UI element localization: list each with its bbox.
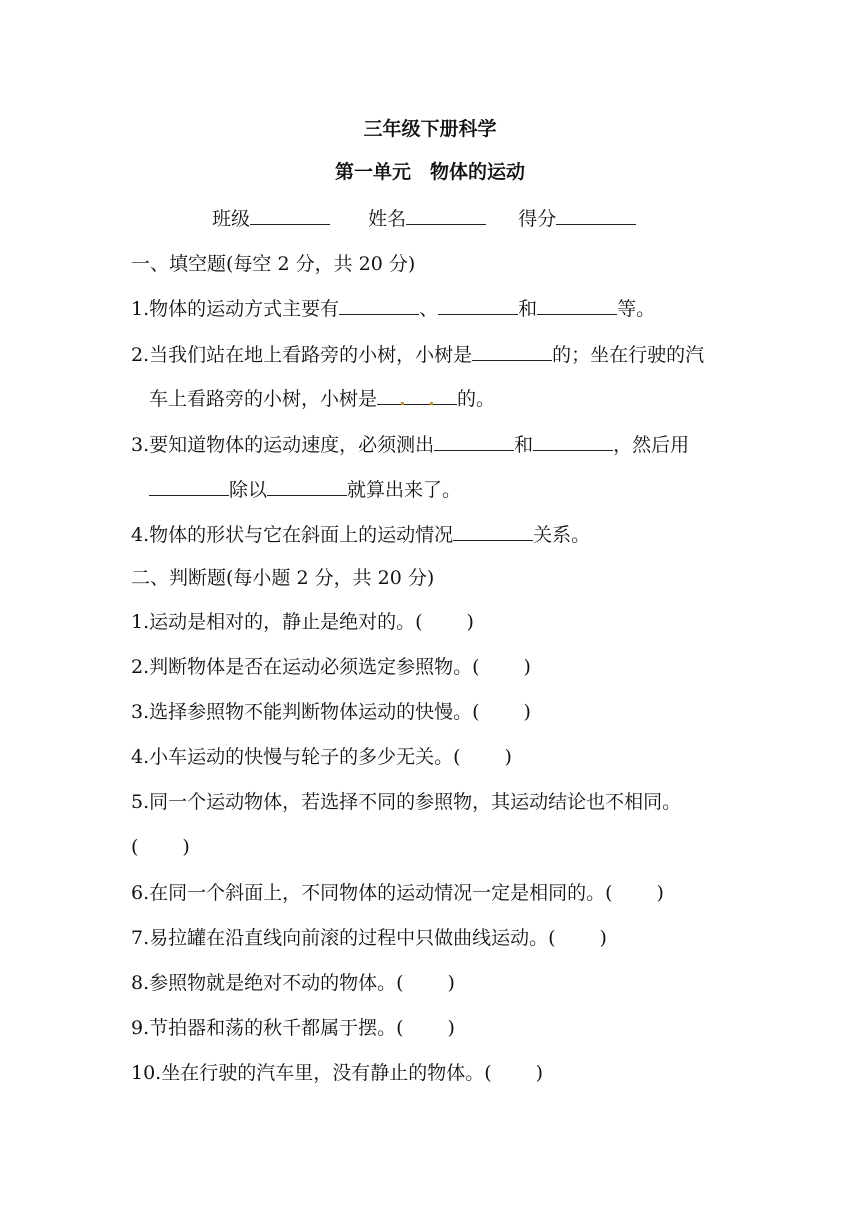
class-label: 班级 <box>212 208 251 230</box>
judge-question-1: 1.运动是相对的，静止是绝对的。( ) <box>131 611 474 633</box>
name-blank[interactable] <box>406 206 486 225</box>
answer-blank[interactable] <box>533 432 613 451</box>
fill-question-3-cont: 除以 就算出来了。 <box>149 477 461 502</box>
judge-question-4: 4.小车运动的快慢与轮子的多少无关。( ) <box>131 746 512 768</box>
answer-blank[interactable] <box>377 386 457 405</box>
fill-question-1: 1.物体的运动方式主要有 、 和 等。 <box>131 298 656 320</box>
fill-question-4: 4.物体的形状与它在斜面上的运动情况 关系。 <box>131 524 591 546</box>
answer-blank[interactable] <box>438 296 518 315</box>
score-blank[interactable] <box>556 206 636 225</box>
judge-question-9: 9.节拍器和荡的秋千都属于摆。( ) <box>131 1017 455 1039</box>
judge-question-3: 3.选择参照物不能判断物体运动的快慢。( ) <box>131 701 531 723</box>
fill-question-2: 2.当我们站在地上看路旁的小树，小树是 的；坐在行驶的汽 <box>131 344 705 366</box>
answer-blank[interactable] <box>472 342 552 361</box>
section-judge-heading: 二、判断题(每小题 2 分，共 20 分) <box>131 567 435 589</box>
fill-question-3: 3.要知道物体的运动速度，必须测出 和 ，然后用 <box>131 434 690 456</box>
answer-blank[interactable] <box>339 296 419 315</box>
score-label: 得分 <box>518 208 557 230</box>
judge-question-2: 2.判断物体是否在运动必须选定参照物。( ) <box>131 656 531 678</box>
judge-question-6: 6.在同一个斜面上，不同物体的运动情况一定是相同的。( ) <box>131 882 664 904</box>
judge-question-5: 5.同一个运动物体，若选择不同的参照物，其运动结论也不相同。 <box>131 791 682 813</box>
answer-blank[interactable] <box>537 296 617 315</box>
name-label: 姓名 <box>368 208 407 230</box>
answer-blank[interactable] <box>453 522 533 541</box>
answer-blank[interactable] <box>149 477 229 496</box>
section-fill-heading: 一、填空题(每空 2 分，共 20 分) <box>131 253 416 275</box>
page-title: 三年级下册科学 <box>363 118 497 140</box>
answer-blank[interactable] <box>267 477 347 496</box>
judge-question-10: 10.坐在行驶的汽车里，没有静止的物体。( ) <box>131 1062 544 1084</box>
judge-question-8: 8.参照物就是绝对不动的物体。( ) <box>131 972 455 994</box>
class-blank[interactable] <box>250 206 330 225</box>
unit-title: 第一单元 物体的运动 <box>334 161 525 183</box>
answer-blank[interactable] <box>434 432 514 451</box>
judge-question-5-cont: ( ) <box>131 836 190 858</box>
fill-question-2-cont: 车上看路旁的小树，小树是 的。 <box>149 388 496 410</box>
student-info-row <box>212 206 636 231</box>
judge-question-7: 7.易拉罐在沿直线向前滚的过程中只做曲线运动。( ) <box>131 927 607 949</box>
